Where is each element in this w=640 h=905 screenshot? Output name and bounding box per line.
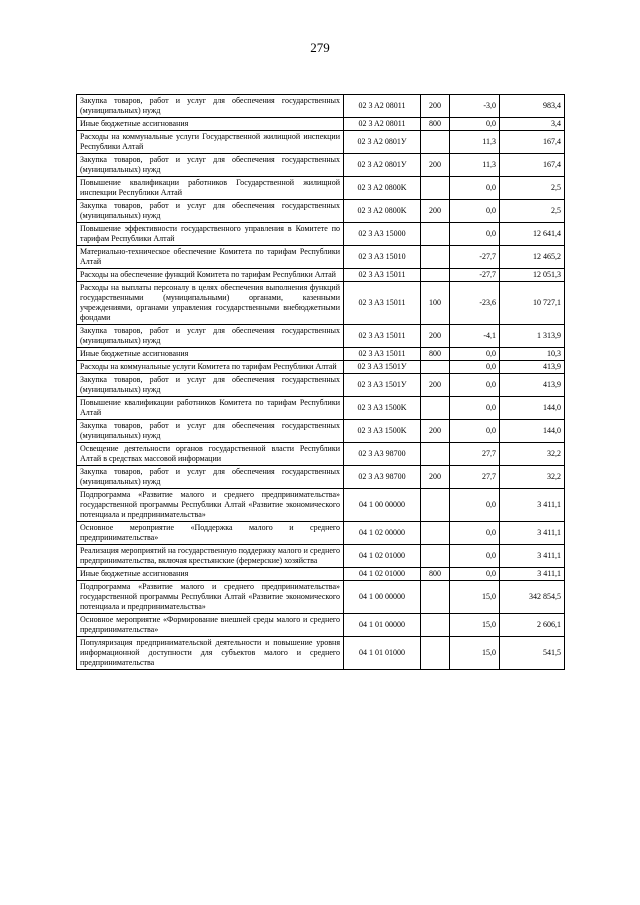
row-code-cell: 02 3 A3 15000 xyxy=(344,223,421,246)
row-value-total-cell: 3,4 xyxy=(500,118,565,131)
budget-table-body xyxy=(77,95,565,670)
table-row xyxy=(77,325,565,348)
row-code-cell: 02 3 A3 15010 xyxy=(344,246,421,269)
table-row xyxy=(77,614,565,637)
row-value-total-cell: 413,9 xyxy=(500,374,565,397)
row-value-total-cell: 167,4 xyxy=(500,131,565,154)
table-row xyxy=(77,269,565,282)
table-row xyxy=(77,581,565,614)
row-value-change-cell: 0,0 xyxy=(450,177,500,200)
row-value-change-cell: 11,3 xyxy=(450,131,500,154)
table-row xyxy=(77,568,565,581)
row-value-change-cell: 0,0 xyxy=(450,374,500,397)
row-name-cell: Повышение эффективности государственного управления в Комитете по тарифам Республики Алтай xyxy=(77,223,344,246)
table-row xyxy=(77,131,565,154)
row-name-cell: Закупка товаров, работ и услуг для обеспечения государственных (муниципальных) нужд xyxy=(77,95,344,118)
row-type-cell xyxy=(421,443,450,466)
row-value-total-cell: 10 727,1 xyxy=(500,282,565,325)
table-row xyxy=(77,246,565,269)
row-value-change-cell: 0,0 xyxy=(450,223,500,246)
table-row xyxy=(77,466,565,489)
table-row xyxy=(77,154,565,177)
row-code-cell: 04 1 02 01000 xyxy=(344,545,421,568)
row-name-cell: Популяризация предпринимательской деятельности и повышение уровня информационной доступности для субъектов малого и среднего предпринимательства xyxy=(77,637,344,670)
row-value-total-cell: 3 411,1 xyxy=(500,568,565,581)
row-code-cell: 02 3 A3 15011 xyxy=(344,282,421,325)
row-name-cell: Основное мероприятие «Поддержка малого и среднего предпринимательства» xyxy=(77,522,344,545)
row-type-cell xyxy=(421,177,450,200)
row-value-total-cell: 32,2 xyxy=(500,466,565,489)
row-type-cell: 800 xyxy=(421,118,450,131)
row-value-total-cell: 983,4 xyxy=(500,95,565,118)
row-code-cell: 02 3 A2 0800K xyxy=(344,200,421,223)
row-name-cell: Закупка товаров, работ и услуг для обеспечения государственных (муниципальных) нужд xyxy=(77,420,344,443)
table-row xyxy=(77,348,565,361)
row-type-cell: 200 xyxy=(421,374,450,397)
row-name-cell: Повышение квалификации работников Государственной жилищной инспекции Республики Алтай xyxy=(77,177,344,200)
row-value-total-cell: 12 465,2 xyxy=(500,246,565,269)
row-value-total-cell: 2,5 xyxy=(500,200,565,223)
row-code-cell: 02 3 A3 15011 xyxy=(344,269,421,282)
row-type-cell xyxy=(421,545,450,568)
row-type-cell xyxy=(421,361,450,374)
row-value-change-cell: 0,0 xyxy=(450,489,500,522)
row-value-change-cell: 27,7 xyxy=(450,443,500,466)
table-row xyxy=(77,420,565,443)
row-type-cell xyxy=(421,522,450,545)
row-value-change-cell: 27,7 xyxy=(450,466,500,489)
row-code-cell: 02 3 A3 1501У xyxy=(344,374,421,397)
row-type-cell xyxy=(421,637,450,670)
row-type-cell: 800 xyxy=(421,348,450,361)
row-code-cell: 02 3 A3 15011 xyxy=(344,348,421,361)
row-code-cell: 02 3 A2 0801У xyxy=(344,131,421,154)
row-value-change-cell: 11,3 xyxy=(450,154,500,177)
row-value-change-cell: 0,0 xyxy=(450,348,500,361)
row-code-cell: 02 3 A3 1500K xyxy=(344,420,421,443)
row-value-change-cell: 0,0 xyxy=(450,361,500,374)
row-name-cell: Подпрограмма «Развитие малого и среднего предпринимательства» государственной программы Республики Алтай «Развитие экономического потенциала и предпринимательства» xyxy=(77,581,344,614)
row-name-cell: Расходы на коммунальные услуги Государственной жилищной инспекции Республики Алтай xyxy=(77,131,344,154)
row-name-cell: Закупка товаров, работ и услуг для обеспечения государственных (муниципальных) нужд xyxy=(77,466,344,489)
row-name-cell: Расходы на коммунальные услуги Комитета по тарифам Республики Алтай xyxy=(77,361,344,374)
row-name-cell: Расходы на обеспечение функций Комитета по тарифам Республики Алтай xyxy=(77,269,344,282)
row-name-cell: Основное мероприятие «Формирование внешней среды малого и среднего предпринимательства» xyxy=(77,614,344,637)
row-code-cell: 04 1 01 01000 xyxy=(344,637,421,670)
row-value-change-cell: -3,0 xyxy=(450,95,500,118)
row-value-change-cell: 0,0 xyxy=(450,545,500,568)
row-type-cell xyxy=(421,489,450,522)
row-type-cell: 200 xyxy=(421,200,450,223)
table-row xyxy=(77,223,565,246)
row-name-cell: Подпрограмма «Развитие малого и среднего предпринимательства» государственной программы Республики Алтай «Развитие экономического потенциала и предпринимательства» xyxy=(77,489,344,522)
row-value-change-cell: -23,6 xyxy=(450,282,500,325)
row-value-change-cell: 15,0 xyxy=(450,581,500,614)
row-name-cell: Материально-техническое обеспечение Комитета по тарифам Республики Алтай xyxy=(77,246,344,269)
row-type-cell: 200 xyxy=(421,466,450,489)
row-value-total-cell: 167,4 xyxy=(500,154,565,177)
row-code-cell: 02 3 A3 98700 xyxy=(344,466,421,489)
table-row xyxy=(77,95,565,118)
row-value-total-cell: 144,0 xyxy=(500,420,565,443)
row-type-cell: 100 xyxy=(421,282,450,325)
row-type-cell: 200 xyxy=(421,325,450,348)
row-type-cell xyxy=(421,246,450,269)
row-name-cell: Повышение квалификации работников Комитета по тарифам Республики Алтай xyxy=(77,397,344,420)
row-type-cell xyxy=(421,131,450,154)
row-value-change-cell: 0,0 xyxy=(450,420,500,443)
row-name-cell: Иные бюджетные ассигнования xyxy=(77,568,344,581)
row-value-total-cell: 3 411,1 xyxy=(500,489,565,522)
row-value-total-cell: 3 411,1 xyxy=(500,522,565,545)
row-value-total-cell: 10,3 xyxy=(500,348,565,361)
row-type-cell xyxy=(421,397,450,420)
row-type-cell: 200 xyxy=(421,420,450,443)
page-number: 279 xyxy=(310,40,330,55)
row-type-cell: 800 xyxy=(421,568,450,581)
row-type-cell xyxy=(421,269,450,282)
row-value-change-cell: -27,7 xyxy=(450,246,500,269)
row-name-cell: Закупка товаров, работ и услуг для обеспечения государственных (муниципальных) нужд xyxy=(77,325,344,348)
row-code-cell: 02 3 A3 1500K xyxy=(344,397,421,420)
row-code-cell: 02 3 A3 15011 xyxy=(344,325,421,348)
table-row xyxy=(77,282,565,325)
row-value-total-cell: 12 641,4 xyxy=(500,223,565,246)
table-row xyxy=(77,200,565,223)
row-value-change-cell: 15,0 xyxy=(450,614,500,637)
table-row xyxy=(77,522,565,545)
row-value-change-cell: 0,0 xyxy=(450,397,500,420)
row-value-total-cell: 32,2 xyxy=(500,443,565,466)
row-value-change-cell: 15,0 xyxy=(450,637,500,670)
row-value-total-cell: 12 051,3 xyxy=(500,269,565,282)
row-type-cell: 200 xyxy=(421,95,450,118)
row-type-cell xyxy=(421,581,450,614)
row-code-cell: 04 1 01 00000 xyxy=(344,614,421,637)
row-name-cell: Закупка товаров, работ и услуг для обеспечения государственных (муниципальных) нужд xyxy=(77,200,344,223)
table-row xyxy=(77,177,565,200)
table-row xyxy=(77,118,565,131)
table-row xyxy=(77,637,565,670)
table-row xyxy=(77,374,565,397)
table-row xyxy=(77,397,565,420)
row-code-cell: 04 1 00 00000 xyxy=(344,489,421,522)
budget-table xyxy=(76,94,565,670)
row-value-total-cell: 2,5 xyxy=(500,177,565,200)
row-value-total-cell: 144,0 xyxy=(500,397,565,420)
row-name-cell: Закупка товаров, работ и услуг для обеспечения государственных (муниципальных) нужд xyxy=(77,154,344,177)
row-code-cell: 02 3 A2 08011 xyxy=(344,95,421,118)
row-value-total-cell: 2 606,1 xyxy=(500,614,565,637)
row-name-cell: Иные бюджетные ассигнования xyxy=(77,348,344,361)
row-value-change-cell: -27,7 xyxy=(450,269,500,282)
row-code-cell: 04 1 02 00000 xyxy=(344,522,421,545)
row-type-cell xyxy=(421,614,450,637)
row-type-cell xyxy=(421,223,450,246)
row-value-change-cell: 0,0 xyxy=(450,522,500,545)
row-value-change-cell: 0,0 xyxy=(450,200,500,223)
row-value-total-cell: 413,9 xyxy=(500,361,565,374)
row-value-change-cell: -4,1 xyxy=(450,325,500,348)
table-row xyxy=(77,443,565,466)
row-value-total-cell: 3 411,1 xyxy=(500,545,565,568)
row-code-cell: 02 3 A2 08011 xyxy=(344,118,421,131)
row-value-change-cell: 0,0 xyxy=(450,118,500,131)
row-code-cell: 02 3 A2 0801У xyxy=(344,154,421,177)
row-name-cell: Закупка товаров, работ и услуг для обеспечения государственных (муниципальных) нужд xyxy=(77,374,344,397)
row-name-cell: Освещение деятельности органов государственной власти Республики Алтай в средствах массовой информации xyxy=(77,443,344,466)
row-code-cell: 04 1 00 00000 xyxy=(344,581,421,614)
row-name-cell: Иные бюджетные ассигнования xyxy=(77,118,344,131)
row-value-total-cell: 342 854,5 xyxy=(500,581,565,614)
row-code-cell: 02 3 A3 98700 xyxy=(344,443,421,466)
table-row xyxy=(77,545,565,568)
row-name-cell: Реализация мероприятий на государственную поддержку малого и среднего предпринимательства, включая крестьянские (фермерские) хозяйства xyxy=(77,545,344,568)
row-value-change-cell: 0,0 xyxy=(450,568,500,581)
row-type-cell: 200 xyxy=(421,154,450,177)
row-code-cell: 02 3 A2 0800K xyxy=(344,177,421,200)
table-row xyxy=(77,489,565,522)
row-code-cell: 02 3 A3 1501У xyxy=(344,361,421,374)
row-value-total-cell: 1 313,9 xyxy=(500,325,565,348)
table-row xyxy=(77,361,565,374)
row-name-cell: Расходы на выплаты персоналу в целях обеспечения выполнения функций государственными (муниципальными) органами, казенными учреждениями, органами управления государственными внебюджетными фондами xyxy=(77,282,344,325)
row-value-total-cell: 541,5 xyxy=(500,637,565,670)
row-code-cell: 04 1 02 01000 xyxy=(344,568,421,581)
